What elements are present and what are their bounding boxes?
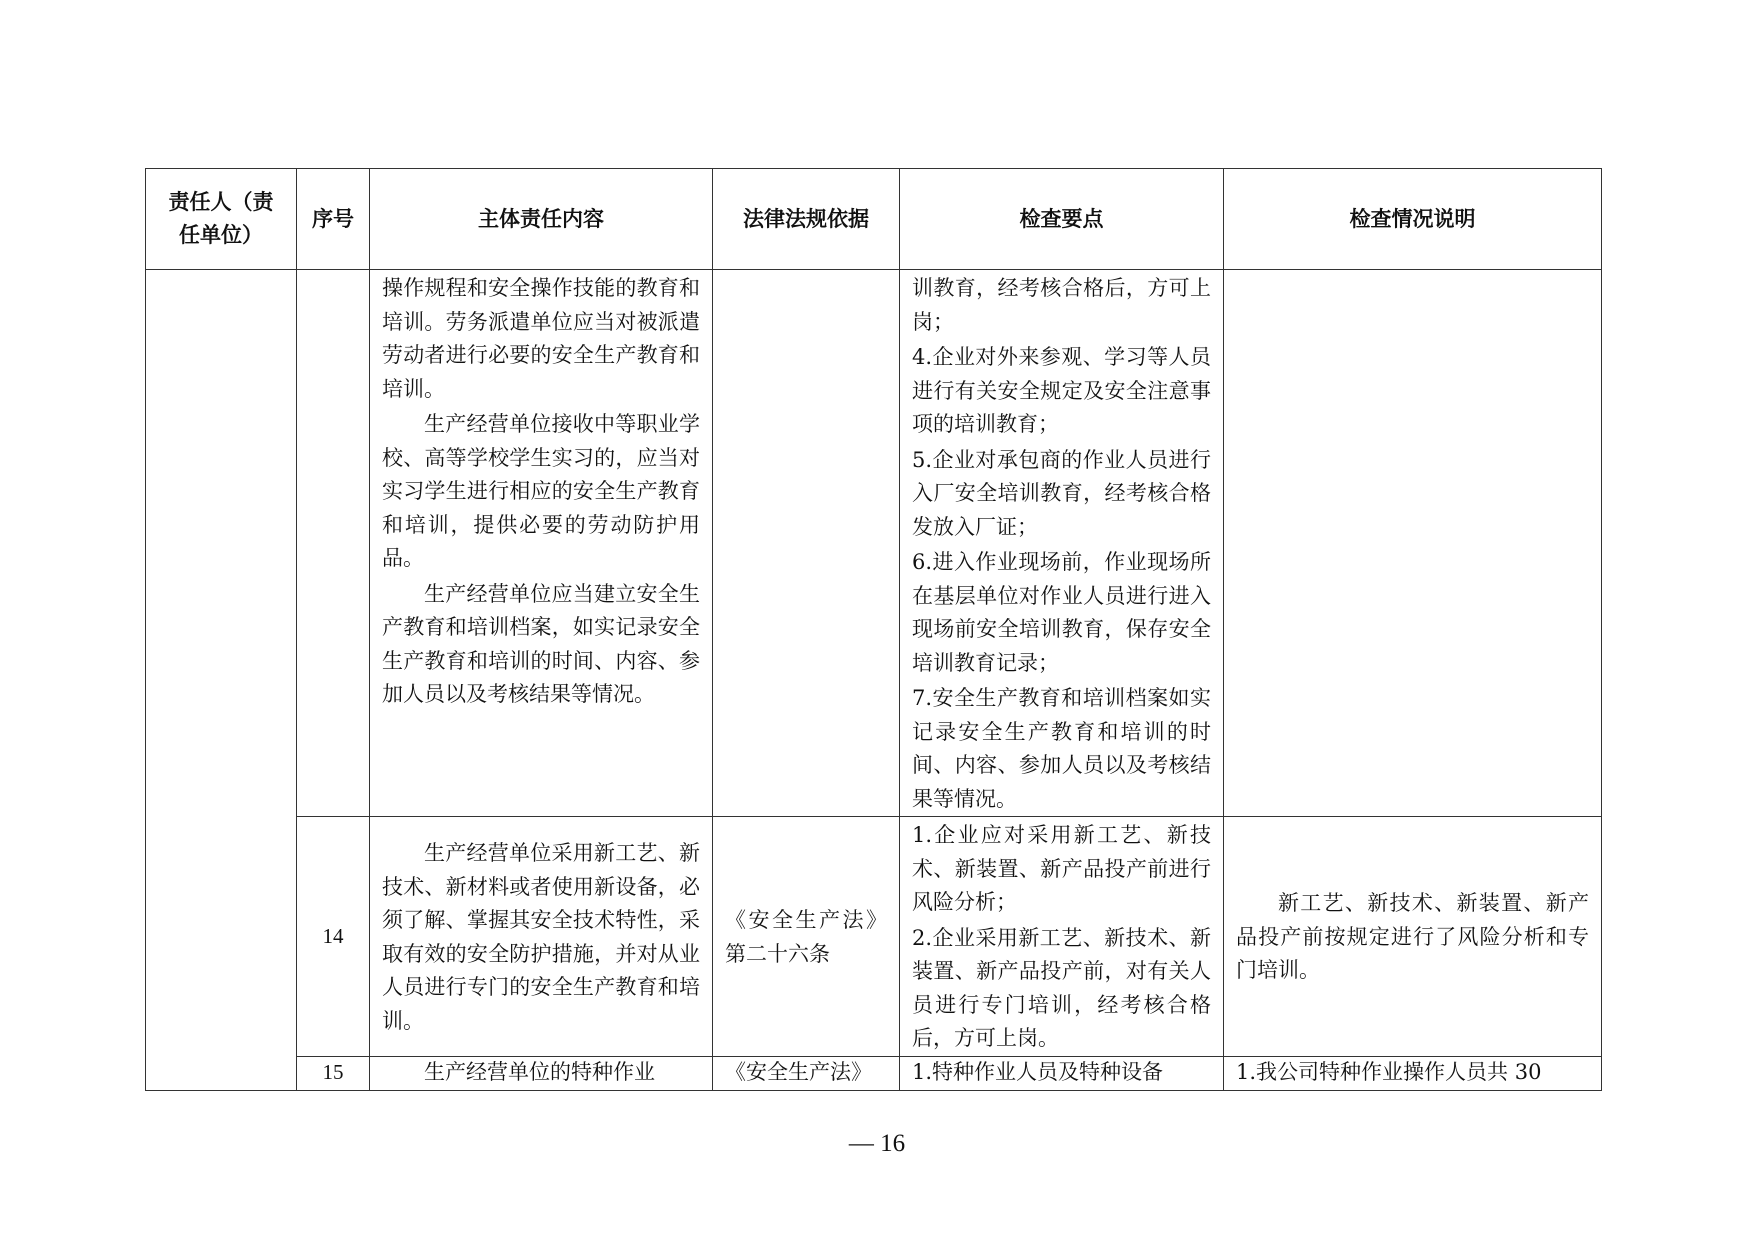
content-paragraph: 操作规程和安全操作技能的教育和培训。劳务派遣单位应当对被派遣劳动者进行必要的安全生产教育和培训。: [382, 276, 700, 401]
content-cell: [370, 1057, 713, 1091]
responsible-unit-cell: [146, 270, 297, 1091]
header-basis: 法律法规依据: [713, 169, 900, 270]
points-cell: [900, 270, 1224, 817]
basis-cell: [713, 270, 900, 817]
seq-cell: 15: [297, 1057, 370, 1091]
point-item: 4.企业对外来参观、学习等人员进行有关安全规定及安全注意事项的培训教育；: [912, 345, 1211, 436]
table-row: [146, 270, 1602, 817]
seq-cell: [297, 270, 370, 817]
page-number: — 16: [848, 1130, 906, 1157]
header-seq: 序号: [297, 169, 370, 270]
content-paragraph: 生产经营单位接收中等职业学校、高等学校学生实习的，应当对实习学生进行相应的安全生产教育和培训，提供必要的劳动防护用品。: [382, 412, 700, 570]
point-item: 训教育，经考核合格后，方可上岗；: [912, 276, 1211, 334]
point-item: 2.企业采用新工艺、新技术、新装置、新产品投产前，对有关人员进行专门培训，经考核合格后，方可上岗。: [912, 925, 1211, 1050]
header-remarks: 检查情况说明: [1224, 169, 1602, 270]
content-paragraph: 生产经营单位采用新工艺、新技术、新材料或者使用新设备，必须了解、掌握其安全技术特性，采取有效的安全防护措施，并对从业人员进行专门的安全生产教育和培训。: [382, 841, 700, 1033]
point-item: 6.进入作业现场前，作业现场所在基层单位对作业人员进行进入现场前安全培训教育，保存安全培训教育记录；: [912, 550, 1211, 675]
point-item: 7.安全生产教育和培训档案如实记录安全生产教育和培训的时间、内容、参加人员以及考核结果等情况。: [912, 686, 1211, 811]
header-points: 检查要点: [900, 169, 1224, 270]
basis-cell: 《安全生产法》第二十六条: [713, 817, 900, 1057]
table-header-row: [146, 169, 1602, 270]
content-paragraph: 生产经营单位应当建立安全生产教育和培训档案，如实记录安全生产教育和培训的时间、内容、参加人员以及考核结果等情况。: [382, 581, 700, 706]
points-cell: [900, 1057, 1224, 1091]
point-item: 1.企业应对采用新工艺、新技术、新装置、新产品投产前进行风险分析；: [912, 823, 1211, 914]
header-content: 主体责任内容: [370, 169, 713, 270]
point-item: 5.企业对承包商的作业人员进行入厂安全培训教育，经考核合格发放入厂证；: [912, 447, 1211, 539]
remarks-cell: 新工艺、新技术、新装置、新产品投产前按规定进行了风险分析和专门培训。: [1224, 817, 1602, 1057]
content-cell: [370, 817, 713, 1057]
table-row: [146, 1057, 1602, 1091]
seq-cell: 14: [297, 817, 370, 1057]
content-cell: [370, 270, 713, 817]
table-row: [146, 817, 1602, 1057]
basis-cell: 《安全生产法》: [713, 1057, 900, 1091]
header-responsible-unit: 责任人（责任单位）: [146, 169, 297, 270]
points-cell: [900, 817, 1224, 1057]
remarks-cell: [1224, 270, 1602, 817]
responsibility-table: [145, 168, 1602, 1091]
remarks-cell: 1.我公司特种作业操作人员共 30: [1224, 1057, 1602, 1091]
content-paragraph: 生产经营单位的特种作业: [424, 1060, 655, 1084]
point-item: 1.特种作业人员及特种设备: [912, 1060, 1164, 1084]
